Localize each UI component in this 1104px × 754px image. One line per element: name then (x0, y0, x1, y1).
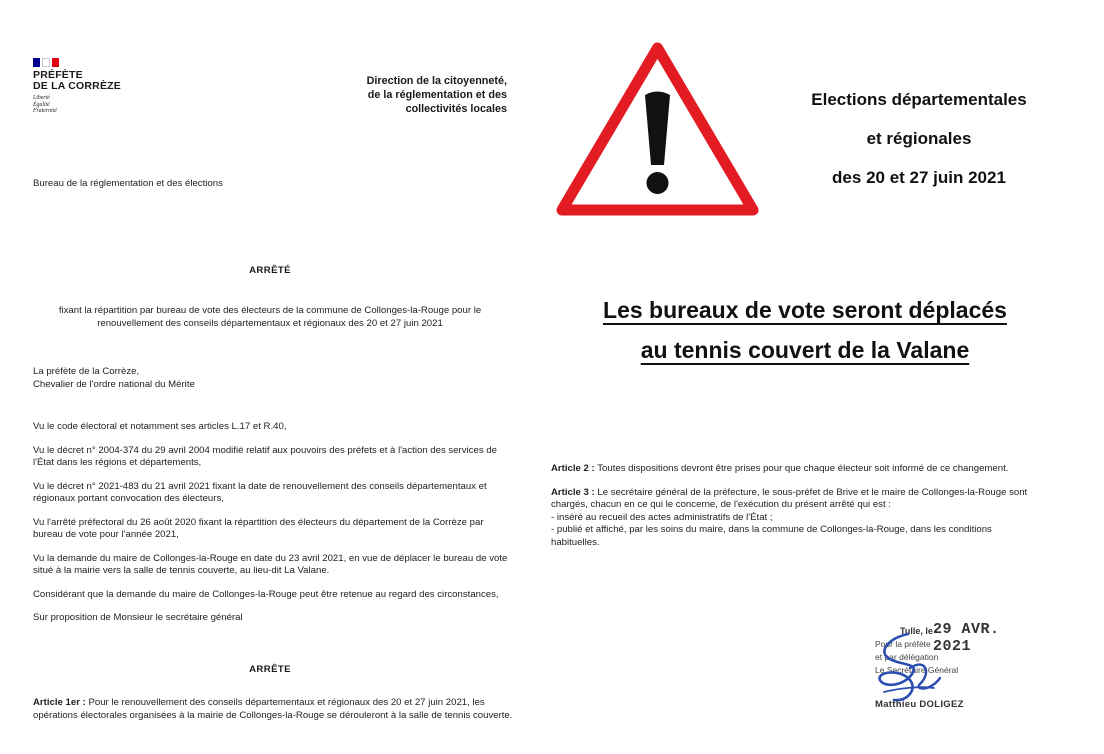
direction-line-3: collectivités locales (405, 103, 507, 115)
considerant-3: Vu le décret n° 2021-483 du 21 avril 2021 fixant la date de renouvellement des conseils départementaux et régionaux portant convocation des électeurs, (33, 480, 487, 504)
article-3-text: Le secrétaire général de la préfecture, le sous-préfet de Brive et le maire de Collonges-la-Rouge sont chargés, chacun en ce qui le concerne, de l'exécution du présent arrêté qui est : (551, 486, 1028, 510)
considerant-5: Vu la demande du maire de Collonges-la-Rouge en date du 23 avril 2021, en vue de déplacer le bureau de vote situé à la mairie vers la salle de tennis couverte, au lieu-dit La Valane. (33, 552, 508, 576)
direction-header (300, 74, 507, 116)
signature-date-stamp: 29 AVR. 2021 (933, 621, 1000, 655)
signatory-name: Matthieu DOLIGEZ (875, 699, 964, 710)
article-1-text: Pour le renouvellement des conseils départementaux et régionaux des 20 et 27 juin 2021, les opérations électorales organisées à la mairie de Collonges-la-Rouge se dérouleront à la salle de tennis couverte. (33, 697, 513, 721)
logo-line-1: PRÉFÈTE (33, 69, 83, 81)
arrete-title-2: ARRÊTE (249, 664, 291, 675)
signature-line-1: Pour la préfète (875, 639, 931, 649)
warning-triangle-icon (555, 40, 760, 220)
article-2 (551, 463, 1041, 476)
article-2-text: Toutes dispositions devront être prises pour que chaque électeur soit informé de ce changement. (594, 463, 1009, 474)
handwritten-signature-icon (870, 628, 950, 708)
considerant-7: Sur proposition de Monsieur le secrétaire général (33, 612, 243, 623)
considerants-list (33, 421, 513, 636)
bureau-label: Bureau de la réglementation et des élections (33, 178, 223, 189)
motto-fraternite: Fraternité (33, 108, 57, 114)
notice-line-1: Les bureaux de vote seront déplacés (603, 297, 1007, 323)
signature-line-3: Le Secrétaire Général (875, 665, 959, 675)
elections-line-1: Elections départementales (811, 90, 1027, 109)
motto-egalite: Égalité (33, 101, 50, 108)
considerant-2: Vu le décret n° 2004-374 du 29 avril 2004 modifié relatif aux pouvoirs des préfets et à l'action des services de l'État dans les régions et départements, (33, 444, 497, 468)
arrete-purpose: fixant la répartition par bureau de vote des électeurs de la commune de Collonges-la-Rouge pour le renouvellement des conseils départementaux et régionaux des 20 et 27 juin 2021 (58, 305, 482, 329)
article-3 (551, 487, 1041, 550)
prefete-line-2: Chevalier de l'ordre national du Mérite (33, 378, 195, 390)
article-2-label: Article 2 : (551, 463, 595, 474)
considerant-4: Vu l'arrêté préfectoral du 26 août 2020 fixant la répartition des électeurs du département de la Corrèze par bureau de vote pour l'année 2021, (33, 516, 484, 540)
considerant-6: Considérant que la demande du maire de Collonges-la-Rouge peut être retenue au regard des circonstances, (33, 588, 499, 600)
marianne-flag-icon (33, 58, 59, 67)
motto-liberte: Liberté (33, 95, 50, 101)
prefecture-logo (33, 58, 133, 115)
arrete-title: ARRÊTÉ (249, 265, 291, 276)
notice-line-2: au tennis couvert de la Valane (640, 337, 970, 363)
articles-block (551, 463, 1041, 560)
direction-line-1: Direction de la citoyenneté, (366, 75, 507, 87)
article-1-label: Article 1er : (33, 697, 86, 708)
relocation-notice (555, 290, 1055, 370)
elections-line-3: des 20 et 27 juin 2021 (832, 168, 1006, 187)
elections-line-2: et régionales (866, 129, 972, 148)
logo-motto (33, 95, 133, 115)
article-3-item-1: - inséré au recueil des actes administratifs de l'État ; (551, 511, 773, 523)
article-3-label: Article 3 : (551, 486, 595, 498)
article-3-item-2: - publié et affiché, par les soins du maire, dans la commune de Collonges-la-Rouge, dans les conditions habituelles. (551, 524, 992, 548)
prefete-line-1: La préfète de la Corrèze, (33, 366, 140, 377)
logo-line-2: DE LA CORRÈZE (33, 80, 121, 92)
direction-line-2: de la réglementation et des (367, 89, 507, 101)
signature-line-2: et par délégation (875, 652, 939, 662)
elections-heading (776, 80, 1062, 197)
article-1 (33, 697, 515, 722)
prefete-block (33, 366, 333, 391)
signature-place: Tulle, le (900, 626, 933, 636)
considerant-1: Vu le code électoral et notamment ses articles L.17 et R.40, (33, 421, 287, 432)
signature-block (855, 623, 1035, 718)
